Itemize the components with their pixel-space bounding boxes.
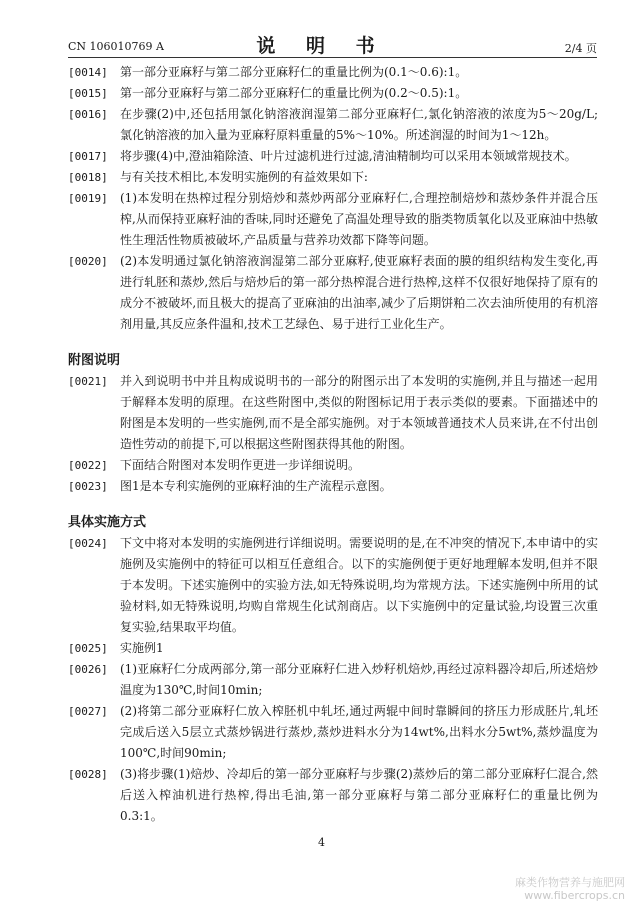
paragraph: [68, 701, 598, 764]
watermark-title: 麻类作物营养与施肥网: [515, 876, 625, 889]
paragraph-text: (1)本发明在热榨过程分别焙炒和蒸炒两部分亚麻籽仁,合理控制焙炒和蒸炒条件并混合压榨,从而保持亚麻籽油的香味,同时还避免了高温处理导致的脂类物质氧化以及亚麻油中热敏性生理活性物质被破坏,产品质量与营养功效都下降等问题。: [120, 191, 598, 247]
watermark: [515, 876, 625, 902]
paragraph-number: [0022]: [68, 459, 108, 472]
paragraph-group-c: [68, 533, 598, 827]
paragraph-text: 将步骤(4)中,澄油箱除渣、叶片过滤机进行过滤,清油精制均可以采用本领域常规技术。: [120, 149, 577, 163]
paragraph-number: [0027]: [68, 705, 108, 718]
paragraph-text: 在步骤(2)中,还包括用氯化钠溶液润湿第二部分亚麻籽仁,氯化钠溶液的浓度为5～20g/L;氯化钠溶液的加入量为亚麻籽原料重量的5%～10%。所述润湿的时间为1～12h。: [120, 107, 598, 142]
header-divider: [68, 57, 597, 58]
paragraph-number: [0025]: [68, 642, 108, 655]
paragraph: [68, 455, 598, 476]
paragraph-group-a: [68, 62, 598, 335]
paragraph-number: [0024]: [68, 537, 108, 550]
paragraph-text: 下面结合附图对本发明作更进一步详细说明。: [120, 458, 361, 472]
paragraph-number: [0017]: [68, 150, 108, 163]
paragraph-text: (3)将步骤(1)焙炒、冷却后的第一部分亚麻籽与步骤(2)蒸炒后的第二部分亚麻籽仁混合,然后送入榨油机进行热榨,得出毛油,第一部分亚麻籽与第二部分亚麻籽仁的重量比例为0.3:1。: [120, 767, 598, 823]
paragraph-number: [0019]: [68, 192, 108, 205]
paragraph-text: (1)亚麻籽仁分成两部分,第一部分亚麻籽仁进入炒籽机焙炒,再经过凉料器冷却后,所述焙炒温度为130℃,时间10min;: [120, 662, 598, 697]
paragraph-number: [0016]: [68, 108, 108, 121]
page-indicator: 2/4 页: [564, 42, 597, 55]
paragraph-text: 下文中将对本发明的实施例进行详细说明。需要说明的是,在不冲突的情况下,本申请中的实施例及实施例中的特征可以相互任意组合。以下的实施例便于更好地理解本发明,但并不限于本发明。下述实施例中的实验方法,如无特殊说明,均为常规方法。下述实施例中所用的试验材料,如无特殊说明,均购自常规生化试剂商店。以下实施例中的定量试验,均设置三次重复实验,结果取平均值。: [120, 536, 598, 634]
watermark-url: www.fibercrops.cn: [524, 889, 625, 902]
paragraph: [68, 62, 598, 83]
paragraph-text: (2)将第二部分亚麻籽仁放入榨胚机中轧坯,通过两辊中间时靠瞬间的挤压力形成胚片,轧坯完成后送入5层立式蒸炒锅进行蒸炒,蒸炒进料水分为14wt%,出料水分5wt%,蒸炒温度为100℃,时间90min;: [120, 704, 598, 760]
paragraph-number: [0014]: [68, 66, 108, 79]
paragraph-text: (2)本发明通过氯化钠溶液润湿第二部分亚麻籽,使亚麻籽表面的膜的组织结构发生变化,再进行轧胚和蒸炒,然后与焙炒后的第一部分热榨混合进行热榨,这样不仅很好地保持了原有的成分不被破坏,而且极大的提高了亚麻油的出油率,减少了后期饼粕二次去油所使用的有机溶剂用量,其反应条件温和,技术工艺绿色、易于进行工业化生产。: [120, 254, 598, 331]
paragraph-text: 第一部分亚麻籽与第二部分亚麻籽仁的重量比例为(0.2～0.5):1。: [120, 86, 468, 100]
paragraph-number: [0018]: [68, 171, 108, 184]
section-heading-figures: 附图说明: [68, 353, 121, 368]
paragraph: [68, 638, 598, 659]
paragraph: [68, 371, 598, 455]
paragraph: [68, 476, 598, 497]
patent-number: CN 106010769 A: [68, 40, 164, 53]
paragraph-text: 与有关技术相比,本发明实施例的有益效果如下:: [120, 170, 368, 184]
paragraph: [68, 167, 598, 188]
paragraph: [68, 83, 598, 104]
paragraph-number: [0015]: [68, 87, 108, 100]
paragraph: [68, 659, 598, 701]
paragraph-number: [0020]: [68, 255, 108, 268]
paragraph: [68, 188, 598, 251]
paragraph-group-b: [68, 371, 598, 497]
paragraph: [68, 104, 598, 146]
paragraph: [68, 146, 598, 167]
paragraph-text: 实施例1: [120, 641, 164, 655]
page-header: [0, 0, 643, 60]
paragraph: [68, 764, 598, 827]
document-body: [68, 62, 598, 827]
paragraph-number: [0021]: [68, 375, 108, 388]
paragraph-text: 第一部分亚麻籽与第二部分亚麻籽仁的重量比例为(0.1～0.6):1。: [120, 65, 468, 79]
paragraph-text: 图1是本专利实施例的亚麻籽油的生产流程示意图。: [120, 479, 392, 493]
document-title: 说 明 书: [256, 35, 387, 57]
paragraph-text: 并入到说明书中并且构成说明书的一部分的附图示出了本发明的实施例,并且与描述一起用于解释本发明的原理。在这些附图中,类似的附图标记用于表示类似的要素。下面描述中的附图是本发明的一些实施例,而不是全部实施例。对于本领域普通技术人员来讲,在不付出创造性劳动的前提下,可以根据这些附图获得其他的附图。: [120, 374, 598, 451]
paragraph-number: [0028]: [68, 768, 108, 781]
paragraph-number: [0026]: [68, 663, 108, 676]
page-number: 4: [318, 836, 325, 849]
paragraph: [68, 533, 598, 638]
paragraph: [68, 251, 598, 335]
paragraph-number: [0023]: [68, 480, 108, 493]
section-heading-embodiments: 具体实施方式: [68, 515, 147, 530]
